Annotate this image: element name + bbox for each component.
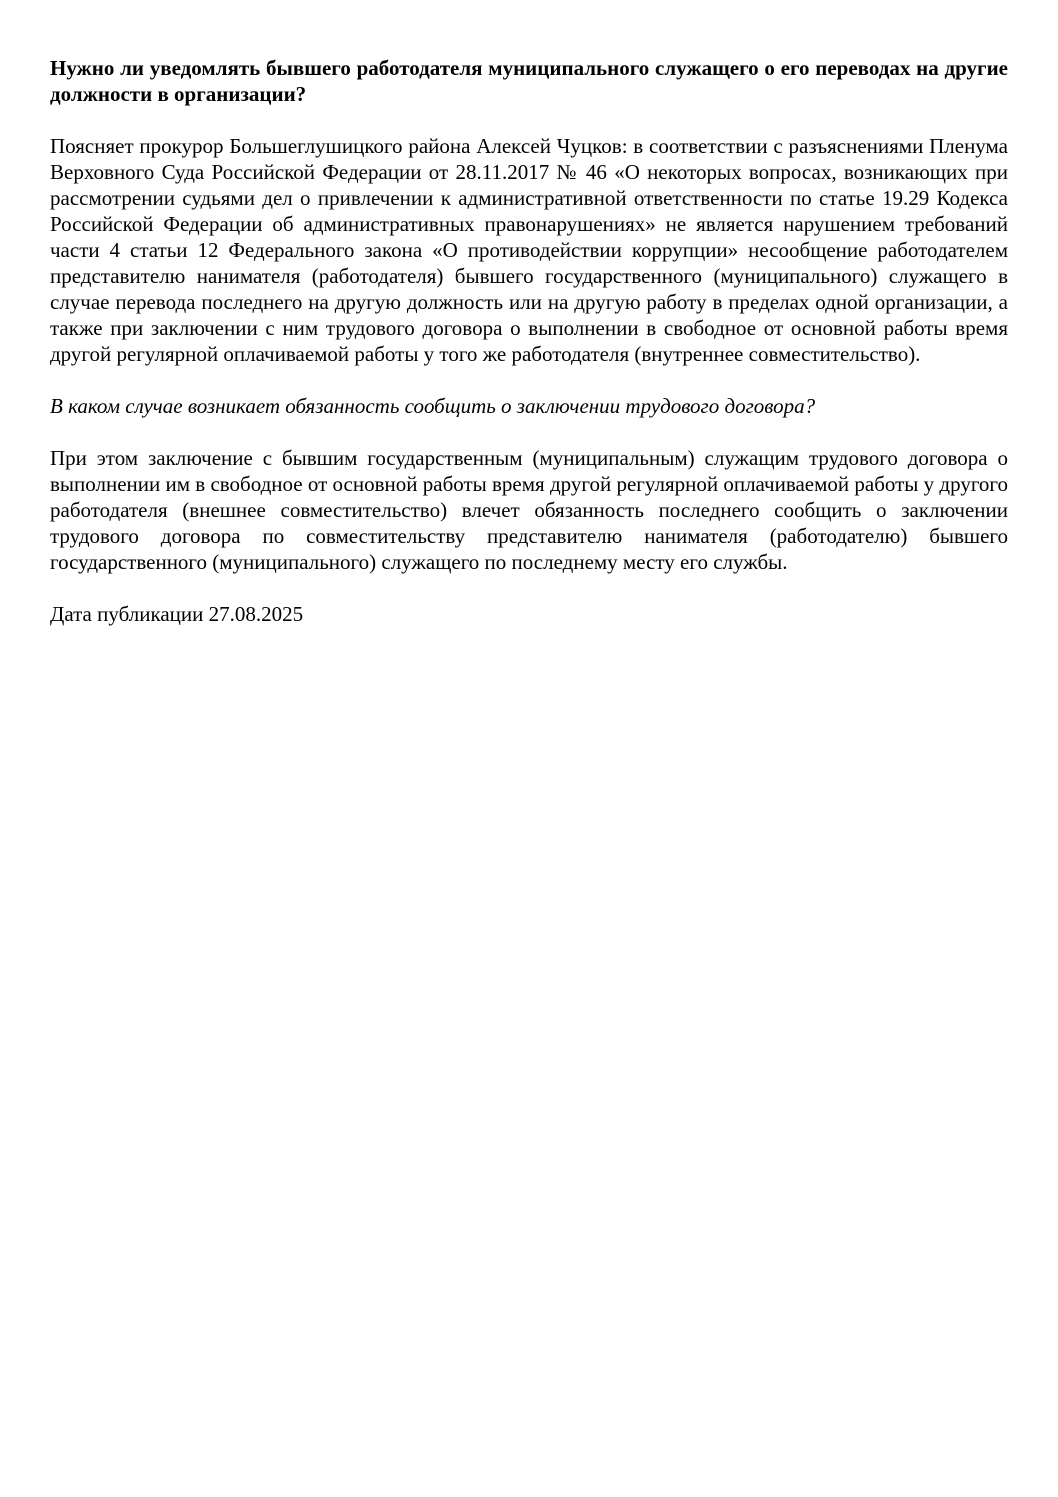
publication-date: Дата публикации 27.08.2025 — [50, 602, 304, 626]
paragraph-answer: При этом заключение с бывшим государственным (муниципальным) служащим трудового договора о выполнении им в свободное от основной работы время другой регулярной оплачиваемой работы у другого работодателя (внешнее совместительство) влечет обязанность последнего сообщить о заключении трудового договора по совместительству представителю нанимателя (работодателю) бывшего государственного (муниципального) служащего по последнему месту его службы. — [50, 446, 1008, 574]
document-title: Нужно ли уведомлять бывшего работодателя муниципального служащего о его переводах на другие должности в организации? — [50, 56, 1008, 106]
paragraph-explanation: Поясняет прокурор Большеглушицкого района Алексей Чуцков: в соответствии с разъяснениями Пленума Верховного Суда Российской Федерации от 28.11.2017 № 46 «О некоторых вопросах, возникающих при рассмотрении судьями дел о привлечении к административной ответственности по статье 19.29 Кодекса Российской Федерации об административных правонарушениях» не является нарушением требований части 4 статьи 12 Федерального закона «О противодействии коррупции» несообщение работодателем представителю нанимателя (работодателя) бывшего государственного (муниципального) служащего в случае перевода последнего на другую должность или на другую работу в пределах одной организации, а также при заключении с ним трудового договора о выполнении в свободное от основной работы время другой регулярной оплачиваемой работы у того же работодателя (внутреннее совместительство). — [50, 134, 1008, 366]
question-heading: В каком случае возникает обязанность сообщить о заключении трудового договора? — [50, 394, 816, 418]
